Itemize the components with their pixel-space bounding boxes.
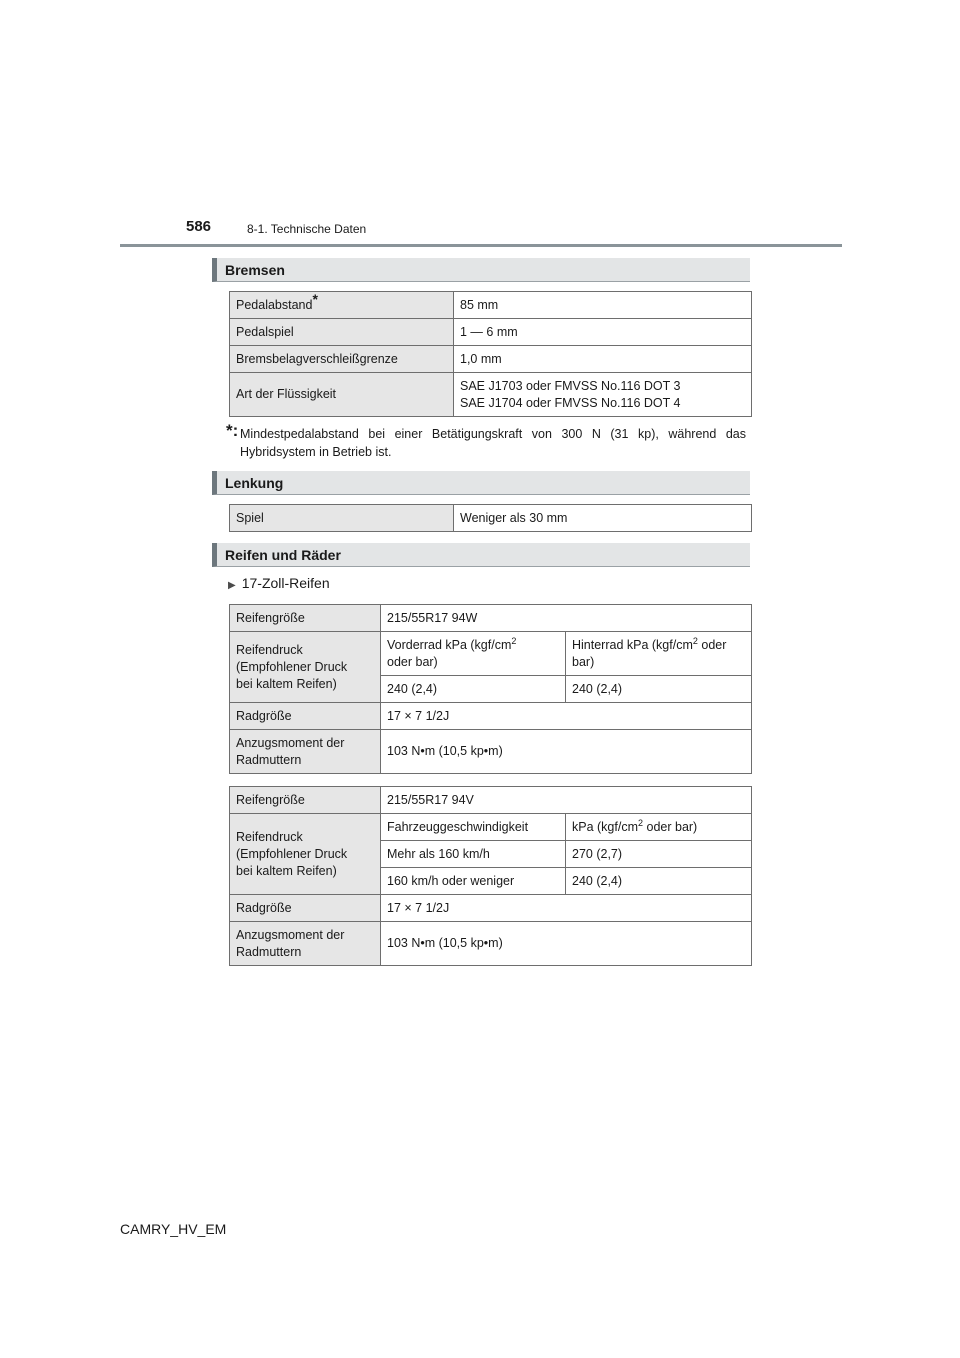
table-row (230, 632, 752, 676)
row-value: Mehr als 160 km/h (381, 841, 566, 868)
steering-table (229, 504, 752, 532)
footnote (226, 421, 746, 461)
row-value: 240 (2,4) (566, 676, 752, 703)
row-label: Reifendruck (Empfohlener Druck bei kaltem Reifen) (230, 632, 381, 703)
section-title: Lenkung (225, 475, 284, 491)
page-number: 586 (186, 218, 212, 235)
footnote-mark: *: (226, 421, 239, 440)
row-label: Reifengröße (230, 787, 381, 814)
row-label: Radgröße (230, 703, 381, 730)
table-row (230, 730, 752, 774)
row-label: Spiel (230, 505, 454, 532)
section-title: Reifen und Räder (225, 547, 341, 563)
row-label: Art der Flüssigkeit (230, 373, 454, 417)
table-row (230, 346, 752, 373)
section-title: Bremsen (225, 262, 285, 278)
running-head: 8-1. Technische Daten (247, 222, 367, 236)
row-label: Anzugsmoment der Radmuttern (230, 922, 381, 966)
row-value (454, 373, 752, 417)
subheading-text: 17-Zoll-Reifen (241, 575, 330, 591)
row-value: 1 — 6 mm (454, 319, 752, 346)
row-value: 1,0 mm (454, 346, 752, 373)
table-row (230, 703, 752, 730)
table-row (230, 373, 752, 417)
footnote-text: Hybridsystem in Betrieb ist. (240, 445, 392, 459)
table-row (230, 814, 752, 841)
tire-table-w (229, 604, 752, 774)
section-heading-brakes (212, 258, 750, 282)
row-value: 160 km/h oder weniger (381, 868, 566, 895)
row-value: 240 (2,4) (381, 676, 566, 703)
table-row (230, 787, 752, 814)
row-label: Reifengröße (230, 605, 381, 632)
column-header: Fahrzeuggeschwindigkeit (381, 814, 566, 841)
brakes-table (229, 291, 752, 417)
section-heading-tires (212, 543, 750, 567)
row-value: 215/55R17 94W (381, 605, 752, 632)
row-label: Pedalabstand* (230, 292, 454, 319)
row-label: Pedalspiel (230, 319, 454, 346)
column-header: Vorderrad kPa ($kgf/cm^2$ oder bar) (381, 632, 566, 676)
triangle-bullet-icon: ▶ (228, 580, 236, 591)
row-value: 103 N•m (10,5 kp•m) (381, 922, 752, 966)
table-row (230, 292, 752, 319)
table-row (230, 319, 752, 346)
row-value: 17 × 7 1/2J (381, 703, 752, 730)
row-value: 270 (2,7) (566, 841, 752, 868)
tire-subheading (228, 575, 330, 591)
row-label: Anzugsmoment der Radmuttern (230, 730, 381, 774)
value-line: SAE J1703 oder FMVSS No.116 DOT 3 (460, 378, 681, 393)
column-header: Hinterrad kPa ($kgf/cm^2$ oder bar) (566, 632, 752, 676)
table-row (230, 605, 752, 632)
table-row (230, 922, 752, 966)
model-code: CAMRY_HV_EM (120, 1221, 227, 1237)
row-label: Bremsbelagverschleißgrenze (230, 346, 454, 373)
row-value: 17 × 7 1/2J (381, 895, 752, 922)
footnote-text: Mindestpedalabstand bei einer Betätigungskraft von 300 N (31 kp), während das (240, 427, 746, 441)
table-row (230, 505, 752, 532)
column-header: kPa ($kgf/cm^2$ oder bar) (566, 814, 752, 841)
footnote-marker: * (312, 290, 318, 307)
row-value: 240 (2,4) (566, 868, 752, 895)
header-rule (120, 244, 842, 247)
row-value: 85 mm (454, 292, 752, 319)
row-value: 215/55R17 94V (381, 787, 752, 814)
value-line: SAE J1704 oder FMVSS No.116 DOT 4 (460, 395, 681, 410)
row-value: Weniger als 30 mm (454, 505, 752, 532)
row-label: Radgröße (230, 895, 381, 922)
table-row (230, 895, 752, 922)
tire-table-v (229, 786, 752, 966)
row-label: Reifendruck (Empfohlener Druck bei kaltem Reifen) (230, 814, 381, 895)
row-value: 103 N•m (10,5 kp•m) (381, 730, 752, 774)
section-heading-steering (212, 471, 750, 495)
